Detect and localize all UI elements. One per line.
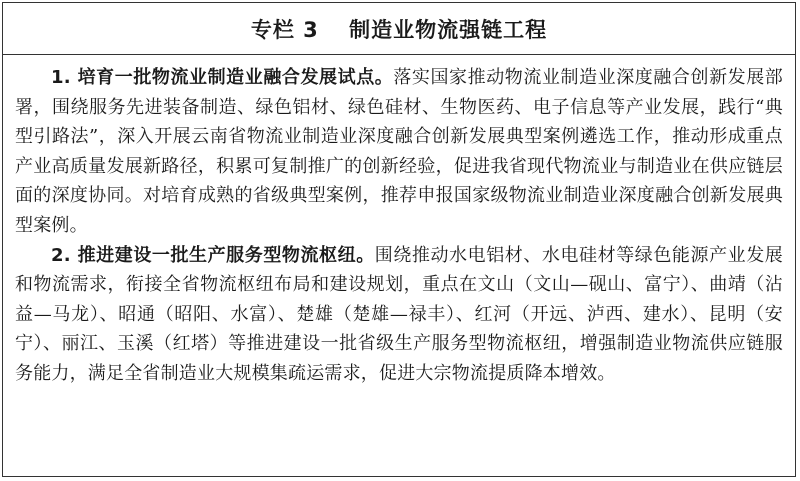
column-content bbox=[3, 55, 795, 389]
item-body: 落实国家推动物流业制造业深度融合创新发展部署，围绕服务先进装备制造、绿色铝材、绿色硅材、生物医药、电子信息等产业发展，践行“典型引路法”，深入开展云南省物流业制造业深度融合创新发展典型案例遴选工作，推动形成重点产业高质量发展新路径，积累可复制推广的创新经验，促进我省现代物流业与制造业在供应链层面的深度协同。对培育成熟的省级典型案例，推荐申报国家级物流业制造业深度融合创新发展典型案例。 bbox=[15, 67, 783, 236]
item-heading: 1. 培育一批物流业制造业融合发展试点。 bbox=[51, 67, 394, 88]
item-heading: 2. 推进建设一批生产服务型物流枢纽。 bbox=[51, 244, 375, 266]
item-paragraph bbox=[15, 241, 783, 389]
item-body: 围绕推动水电铝材、水电硅材等绿色能源产业发展和物流需求，衔接全省物流枢纽布局和建设规划，重点在文山（文山—砚山、富宁）、曲靖（沾益—马龙）、昭通（昭阳、水富）、楚雄（楚雄—禄丰）、红河（开远、泸西、建水）、昆明（安宁）、丽江、玉溪（红塔）等推进建设一批省级生产服务型物流枢纽，增强制造业物流供应链服务能力，满足全省制造业大规模集疏运需求，促进大宗物流提质降本增效。 bbox=[15, 244, 783, 384]
column-box bbox=[2, 2, 796, 477]
item-paragraph bbox=[15, 63, 783, 241]
column-title: 专栏 3 制造业物流强链工程 bbox=[250, 17, 548, 42]
title-row bbox=[3, 3, 795, 55]
